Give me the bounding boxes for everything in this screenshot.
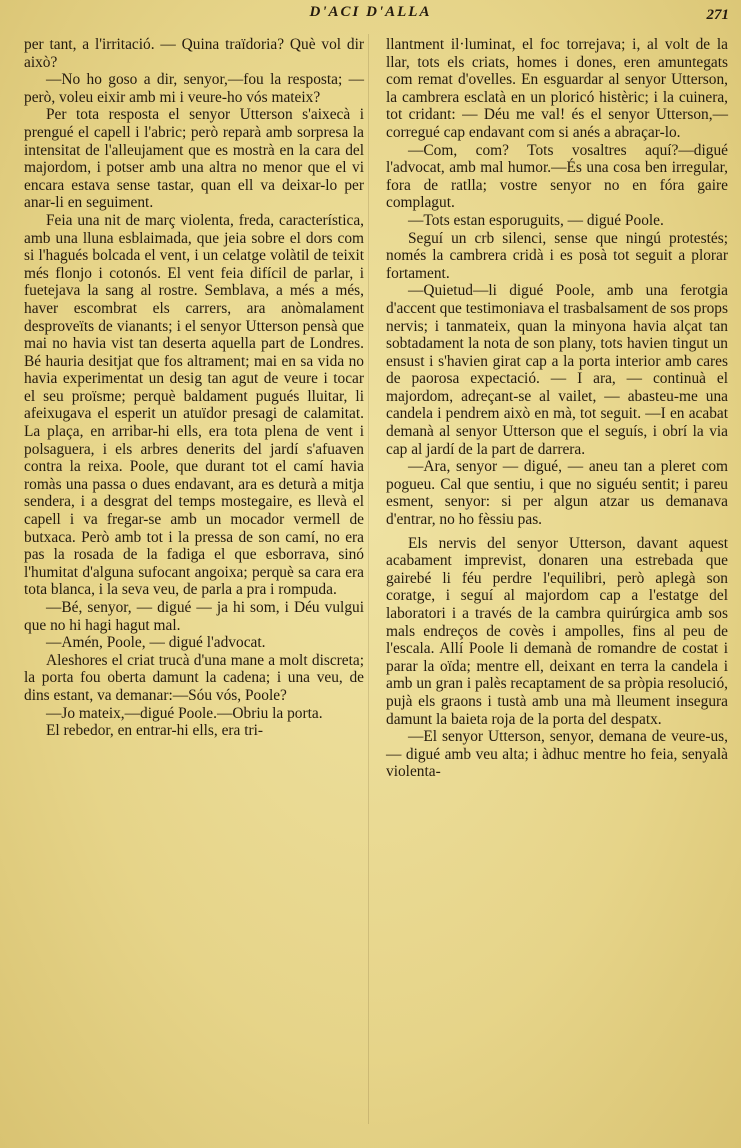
paragraph: —Com, com? Tots vosaltres aquí?—digué l'advocat, amb mal humor.—És una cosa ben irregular, fora de ratlla; vostre senyor no en fóra gaire complagut. — [386, 141, 728, 212]
paragraph: —Jo mateix,—digué Poole.—Obriu la porta. — [46, 704, 323, 722]
running-head — [0, 4, 741, 28]
running-title: D'ACI D'ALLA — [309, 4, 432, 20]
page-number: 271 — [706, 7, 729, 23]
left-column — [24, 36, 364, 740]
paragraph: —Amén, Poole, — digué l'advocat. — [46, 634, 266, 652]
paragraph: Feia una nit de març violenta, freda, característica, amb una lluna esblaimada, que jeia sobre el dors com si l'hagués bolcada el vent, i un celatge volàtil de teixit més flonjo i cotonós. El vent feia difícil de parlar, i fuetejava la sang al rostre. Semblava, a més a més, haver escombrat els carrers, ara anòmalament desproveïts de vianants; i el senyor Utterson pensà que mai no havia vist tan deserta aquella part de Londres. Bé hauria desitjat que fos altrament; mai en sa vida no havia experimentat un desig tan agut de veure i tocar el seu proïsme; perquè baldament pugués lluitar, li afeixugava el esperit un atuïdor presagi de calamitat. La plaça, en arribar-hi ells, era tota plena de vent i polsaguera, i els arbres denerits del jardí s'afuaven contra la reixa. Poole, que durant tot el camí havia romàs una passa o dues endavant, ara es deturà a mitja sendera, i a desgrat del temps mostegaire, es llevà el capell i va fregar-se amb un mocador vermell de butxaca. Però amb tot i la pressa de son camí, no era pas la rosada de la fadiga el que esborrava, sinó l'humitat d'alguna sufocant angoixa; perquè sa cara era tota blanca, i la seva veu, de parla a pra i rompuda. — [24, 211, 364, 599]
paragraph: Seguí un crb silenci, sense que ningú protestés; només la cambrera cridà i es posà tot seguit a plorar fortament. — [386, 229, 728, 282]
right-column — [386, 36, 728, 781]
paragraph: per tant, a l'irritació. — Quina traïdoria? Què vol dir això? — [24, 36, 364, 71]
paragraph: —No ho goso a dir, senyor,—fou la resposta; — però, voleu eixir amb mi i veure-ho vós mateix? — [24, 71, 364, 106]
paragraph: —El senyor Utterson, senyor, demana de veure-us, — digué amb veu alta; i àdhuc mentre ho feia, senyalà violenta- — [386, 728, 728, 781]
paragraph: llantment il·luminat, el foc torrejava; i, al volt de la llar, tots els criats, homes i dones, eren amuntegats com remat d'ovelles. En esguardar al senyor Utterson, la cambrera esclatà en un ploricó histèric; i la cuinera, tot cridant: — Déu me val! és el senyor Utterson,—corregué cap endavant com si anés a abraçar-lo. — [386, 36, 728, 141]
paragraph: Aleshores el criat trucà d'una mane a molt discreta; la porta fou oberta damunt la cadena; i una veu, de dins estant, va demanar:—Sóu vós, Poole? — [24, 651, 364, 704]
paragraph: —Ara, senyor — digué, — aneu tan a pleret com pogueu. Cal que sentiu, i que no siguéu sentit; i pareu esment, senyor: si per algun atzar us demanava d'entrar, no ho fèssiu pas. — [386, 458, 728, 529]
column-gutter — [368, 34, 369, 1124]
paragraph: —Tots estan esporuguits, — digué Poole. — [408, 211, 664, 229]
paragraph: Els nervis del senyor Utterson, davant aquest acabament imprevist, donaren una estrebada que gairebé li féu perdre l'equilibri, però aplegà son coratge, i seguí al majordom cap a l'estatge del laboratori i a través de la cambra quirúrgica amb sos mals endreços de covès i ampolles, fins al peu de l'escala. Allí Poole li demanà de romandre de costat i parar la oïda; mentre ell, deixant en terra la candela i amb un gran i palès recaptament de sa pròpia resolució, pujà els graons i tustà amb una mà lleument insegura damunt la baieta roja de la porta del despatx. — [386, 534, 728, 728]
paragraph: —Bé, senyor, — digué — ja hi som, i Déu vulgui que no hi hagi hagut mal. — [24, 599, 364, 634]
paragraph: —Quietud—li digué Poole, amb una ferotgia d'accent que testimoniava el trasbalsament de sos props nervis; i tanmateix, quan la minyona havia alçat tan sobtadament la nota de son plany, tots havien tingut un ensust i s'havien girat cap a la porta interior amb cares de paorosa expectació. — I ara, — continuà el majordom, adreçant-se al vailet, — abasteu-me una candela i pendrem això en mà, tot seguit. —I en acabat demanà al senyor Utterson que el seguís, i obrí la via cap al jardí de la part de darrera. — [386, 282, 728, 458]
paragraph: Per tota resposta el senyor Utterson s'aixecà i prengué el capell i l'abric; però reparà amb sorpresa la intensitat de l'alleujament que es mostrà en la cara del majordom, i potser amb una altra no menor que el vi encara estava sense tastar, quan ell va deixar-lo per anar-li en seguiment. — [24, 106, 364, 212]
paragraph: El rebedor, en entrar-hi ells, era tri- — [46, 722, 264, 740]
